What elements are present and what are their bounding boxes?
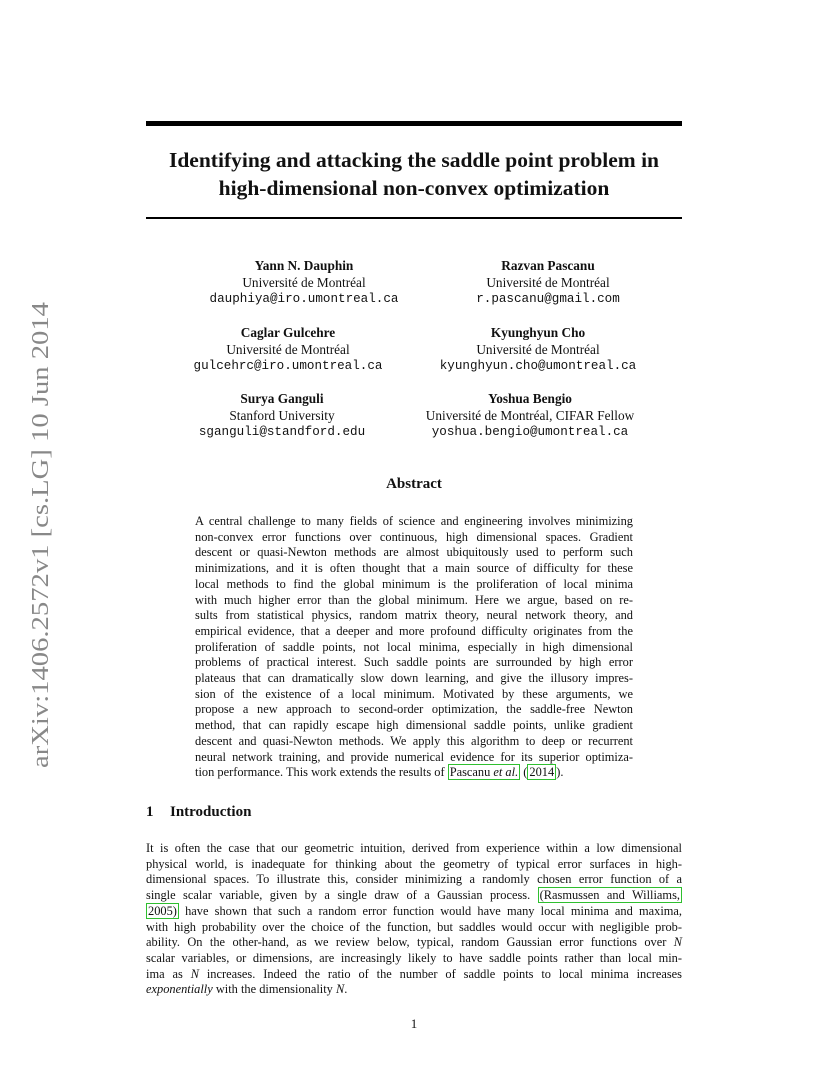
math-variable: N	[335, 982, 345, 997]
author-name: Razvan Pascanu	[501, 258, 595, 273]
intro-text: single scalar variable, given by a single draw of a Gaussian process.	[146, 888, 538, 903]
abstract-line: sion of the existence of a local minimum. Motivated by these arguments, we	[195, 686, 633, 701]
intro-text: .	[344, 982, 348, 997]
author-name: Yoshua Bengio	[488, 391, 572, 406]
intro-text: ability. On the other-hand, as we review below, typical, random Gaussian error functions over	[146, 935, 674, 950]
intro-line	[146, 967, 682, 983]
abstract-line: problems of practical interest. Such saddle points are surrounded by high error	[195, 655, 633, 670]
section-number: 1	[146, 804, 154, 820]
author-affiliation: Stanford University	[229, 408, 335, 423]
author-name: Kyunghyun Cho	[490, 325, 586, 340]
abstract-line: plateaus that can dramatically slow down learning, and give the illusory impres-	[195, 671, 633, 686]
author-affiliation: Université de Montréal	[486, 275, 610, 290]
arxiv-stamp	[26, 300, 56, 770]
abstract-line: neural network training, and provide numerical evidence for its superior optimiza-	[195, 749, 633, 764]
abstract-line: with much higher error than the global minimum. Here we argue, based on re-	[195, 592, 633, 607]
abstract-body	[195, 514, 633, 781]
page-number: 1	[410, 1016, 418, 1031]
intro-line	[146, 888, 682, 904]
abstract-text: tion performance. This work extends the results of	[195, 765, 448, 780]
intro-line	[146, 935, 682, 951]
abstract-line: sults from statistical physics, random matrix theory, neural network theory, and	[195, 608, 633, 623]
abstract-line: non-convex error functions over continuous, high dimensional spaces. Gradient	[195, 529, 633, 544]
abstract-line: proliferation of saddle points, not local minima, especially in high dimensional	[195, 639, 633, 654]
author-email[interactable]: dauphiya@iro.umontreal.ca	[209, 292, 399, 306]
paper-title-line-1: Identifying and attacking the saddle point problem in	[168, 148, 660, 172]
author-email[interactable]: r.pascanu@gmail.com	[476, 292, 620, 306]
abstract-last-line: tion performance. This work extends the results of Pascanu et al. ( 2014 ).	[195, 765, 564, 780]
intro-line: with high probability over the choice of the function, but saddles would occur with negligible prob-	[146, 919, 682, 934]
abstract-line: method, that can rapidly escape high dimensional saddle points, unlike gradient	[195, 718, 633, 733]
abstract-heading: Abstract	[386, 476, 442, 492]
abstract-line: empirical evidence, that a deeper and more profound difficulty originates from the	[195, 623, 633, 638]
paper-title-line-2: high-dimensional non-convex optimization	[218, 176, 610, 200]
author-email[interactable]: yoshua.bengio@umontreal.ca	[431, 425, 629, 439]
title-top-rule	[146, 121, 682, 126]
intro-text: ima as	[146, 966, 191, 981]
citation-link-rasmussen[interactable]: (Rasmussen and Williams,	[539, 888, 680, 903]
intro-line: dimensional spaces. To illustrate this, consider minimizing a randomly chosen error function of a	[146, 872, 682, 887]
abstract-line: propose a new approach to second-order optimization, the saddle-free Newton	[195, 702, 633, 717]
intro-line: scalar variables, or dimensions, are increasingly likely to have saddle points rather than local min-	[146, 950, 682, 965]
author-email[interactable]: gulcehrc@iro.umontreal.ca	[193, 359, 383, 373]
author-block-cho	[388, 324, 688, 375]
author-affiliation: Université de Montréal	[476, 342, 600, 357]
author-name: Yann N. Dauphin	[254, 258, 354, 273]
section-heading-introduction	[146, 804, 682, 821]
intro-text: with the dimensionality	[212, 982, 336, 997]
abstract-line: descent and quasi-Newton methods. We apply this algorithm to deep or recurrent	[195, 733, 633, 748]
intro-line	[146, 982, 682, 998]
author-name: Surya Ganguli	[240, 391, 324, 406]
citation-link-2014[interactable]: 2014	[529, 765, 555, 780]
abstract-line: local methods to find the global minimum is the proliferation of local minima	[195, 576, 633, 591]
intro-line: physical world, is inadequate for thinking about the geometry of typical error surfaces in high-	[146, 856, 682, 871]
intro-line	[146, 904, 682, 920]
introduction-body	[146, 841, 682, 998]
citation-etal: et al.	[493, 765, 519, 780]
citation-author: Pascanu	[449, 765, 494, 780]
section-title: Introduction	[170, 804, 252, 820]
author-block-bengio	[380, 390, 680, 441]
abstract-line: minimizations, and it is often thought that a main source of difficulty for these	[195, 561, 633, 576]
abstract-text: .	[560, 765, 564, 780]
intro-text: increases. Indeed the ratio of the number of saddle points to local minima increases	[198, 966, 682, 981]
abstract-line: A central challenge to many fields of science and engineering involves minimizing	[195, 514, 633, 528]
author-email[interactable]: kyunghyun.cho@umontreal.ca	[439, 359, 637, 373]
author-name: Caglar Gulcehre	[240, 325, 336, 340]
citation-link-2005[interactable]: 2005)	[148, 903, 177, 918]
title-bottom-rule	[146, 217, 682, 219]
author-affiliation: Université de Montréal	[242, 275, 366, 290]
paper-title	[146, 146, 682, 202]
author-affiliation: Université de Montréal, CIFAR Fellow	[425, 408, 635, 423]
math-variable: N	[190, 966, 199, 981]
intro-text: have shown that such a random error function would have many local minima and maxima,	[178, 903, 682, 918]
author-affiliation: Université de Montréal	[226, 342, 350, 357]
author-block-pascanu	[398, 257, 698, 308]
intro-emphasis: exponentially	[146, 982, 213, 997]
citation-link-pascanu[interactable]	[448, 764, 520, 780]
abstract-line: descent or quasi-Newton methods are almost ubiquitously used to perform such	[195, 545, 633, 560]
intro-line: It is often the case that our geometric intuition, derived from experience within a low dimensional	[146, 841, 682, 855]
author-email[interactable]: sganguli@standford.edu	[198, 425, 366, 439]
arxiv-stamp-text: arXiv:1406.2572v1 [cs.LG] 10 Jun 2014	[27, 369, 54, 768]
math-variable: N	[673, 935, 682, 950]
